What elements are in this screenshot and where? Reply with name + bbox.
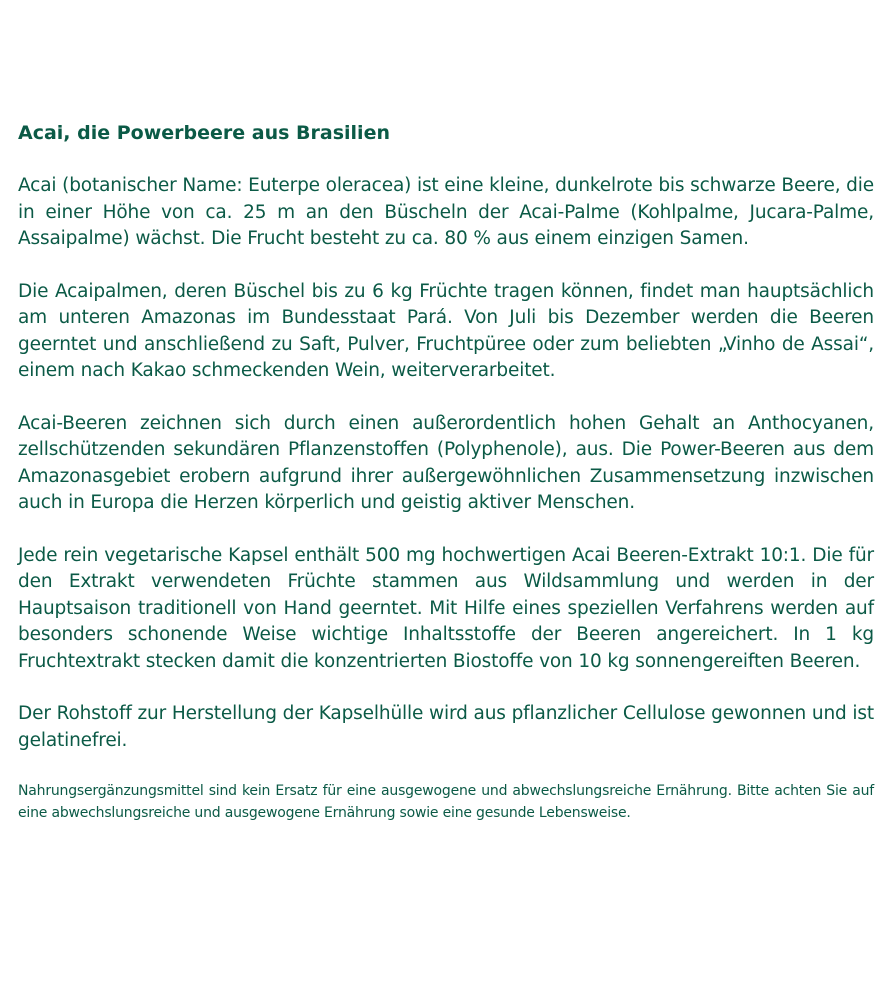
paragraph-capsule: Jede rein vegetarische Kapsel enthält 500 mg hochwertigen Acai Beeren-Extrakt 10:1. Die für den Extrakt verwendeten Früchte stammen aus Wildsammlung und werden in der Hauptsaison traditionell von Hand geerntet. Mit Hilfe eines speziellen Verfahrens werden auf besonders schonende Weise wichtige Inhaltsstoffe der Beeren angereichert. In 1 kg Fruchtextrakt stecken damit die konzentrierten Biostoffe von 10 kg sonnengereiften Beeren. bbox=[18, 544, 874, 672]
disclaimer-note: Nahrungsergänzungsmittel sind kein Ersatz für eine ausgewogene und abwechslungsreiche Ernährung. Bitte achten Sie auf eine abwechslungsreiche und ausgewogene Ernährung sowie eine gesunde Lebensweise. bbox=[18, 783, 874, 821]
paragraph-botany: Acai (botanischer Name: Euterpe oleracea) ist eine kleine, dunkelrote bis schwarze Beere, die in einer Höhe von ca. 25 m an den Büscheln der Acai-Palme (Kohlpalme, Jucara-Palme, Assaipalme) wächst. Die Frucht besteht zu ca. 80 % aus einem einzigen Samen. bbox=[18, 175, 874, 249]
page-title: Acai, die Powerbeere aus Brasilien bbox=[18, 122, 390, 144]
paragraph-harvest: Die Acaipalmen, deren Büschel bis zu 6 kg Früchte tragen können, findet man hauptsächlich am unteren Amazonas im Bundesstaat Pará. Von Juli bis Dezember werden die Beeren geerntet und anschließend zu Saft, Pulver, Fruchtpüree oder zum beliebten „Vinho de Assai“, einem nach Kakao schmeckenden Wein, weiterverarbeitet. bbox=[18, 280, 874, 381]
paragraph-cellulose: Der Rohstoff zur Herstellung der Kapselhülle wird aus pflanzlicher Cellulose gewonnen und ist gelatinefrei. bbox=[18, 703, 874, 751]
paragraph-anthocyanins: Acai-Beeren zeichnen sich durch einen außerordentlich hohen Gehalt an Anthocyanen, zellschützenden sekundären Pflanzenstoffen (Polyphenole), aus. Die Power-Beeren aus dem Amazonasgebiet erobern aufgrund ihrer außergewöhnlichen Zusammensetzung inzwischen auch in Europa die Herzen körperlich und geistig aktiver Menschen. bbox=[18, 412, 874, 513]
product-description bbox=[18, 120, 874, 824]
